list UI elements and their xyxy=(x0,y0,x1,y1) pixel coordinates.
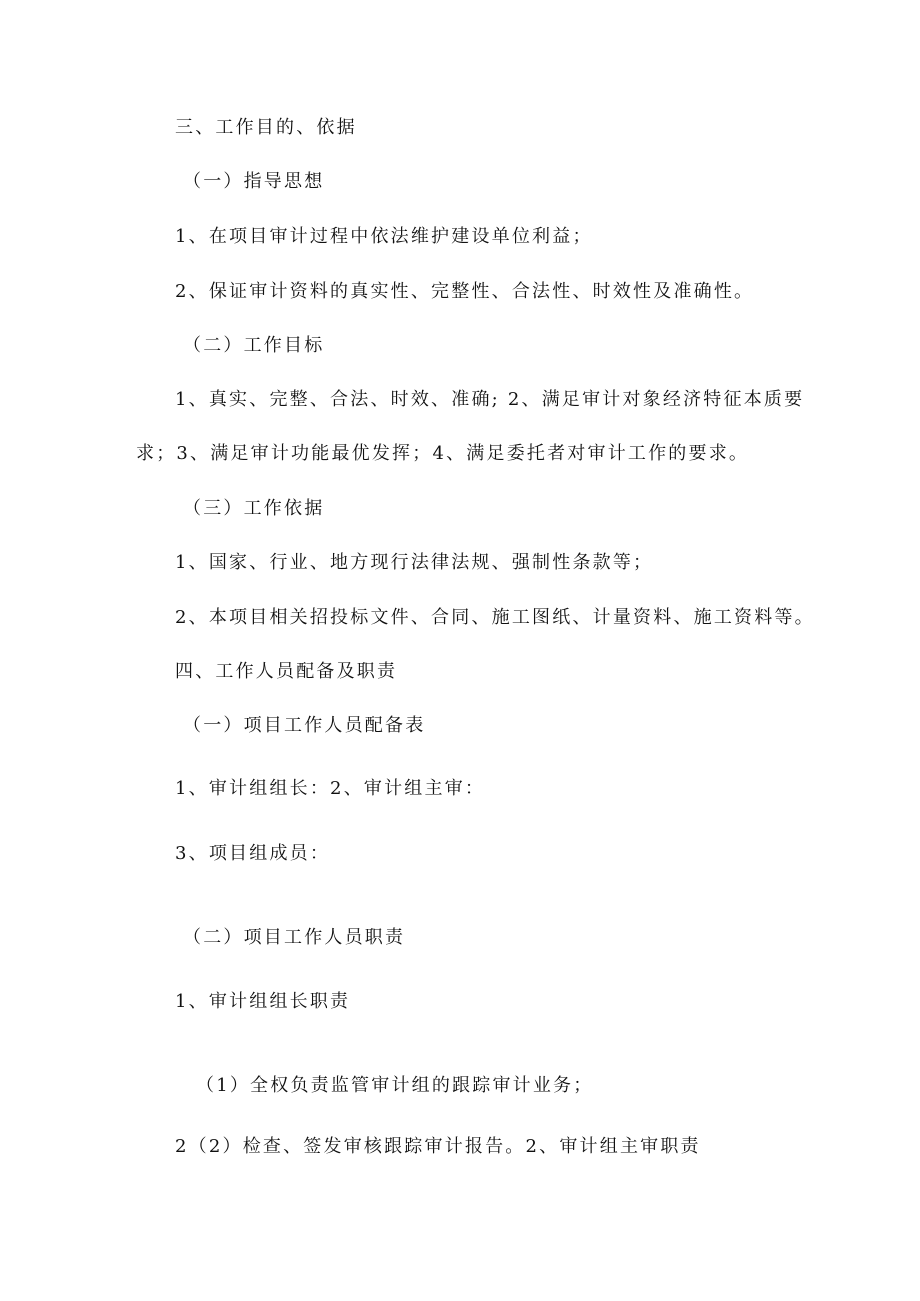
subheading-guiding-idea: （一）指导思想 xyxy=(183,171,325,192)
paragraph-line: 1、审计组组长职责 xyxy=(175,991,351,1012)
subheading-staff-duties: （二）项目工作人员职责 xyxy=(183,927,406,948)
subheading-work-basis: （三）工作依据 xyxy=(183,498,325,519)
section-heading-3: 三、工作目的、依据 xyxy=(175,117,357,138)
paragraph-line: 1、在项目审计过程中依法维护建设单位利益； xyxy=(175,226,593,247)
paragraph-line: 求；3、满足审计功能最优发挥；4、满足委托者对审计工作的要求。 xyxy=(136,443,750,464)
section-heading-4: 四、工作人员配备及职责 xyxy=(175,661,398,682)
paragraph-line: 1、审计组组长：2、审计组主审： xyxy=(175,778,486,799)
paragraph-line: （1）全权负责监管审计组的跟踪审计业务； xyxy=(196,1075,594,1096)
paragraph-line: 1、真实、完整、合法、时效、准确; 2、满足审计对象经济特征本质要 xyxy=(175,389,805,410)
paragraph-line: 2、本项目相关招投标文件、合同、施工图纸、计量资料、施工资料等。 xyxy=(175,607,815,628)
subheading-staff-table: （一）项目工作人员配备表 xyxy=(183,715,426,736)
paragraph-line: 2（2）检查、签发审核跟踪审计报告。2、审计组主审职责 xyxy=(175,1136,701,1157)
paragraph-line: 2、保证审计资料的真实性、完整性、合法性、时效性及准确性。 xyxy=(175,281,755,302)
subheading-work-goals: （二）工作目标 xyxy=(183,335,325,356)
paragraph-line: 3、项目组成员： xyxy=(175,843,331,864)
paragraph-line: 1、国家、行业、地方现行法律法规、强制性条款等； xyxy=(175,552,654,573)
